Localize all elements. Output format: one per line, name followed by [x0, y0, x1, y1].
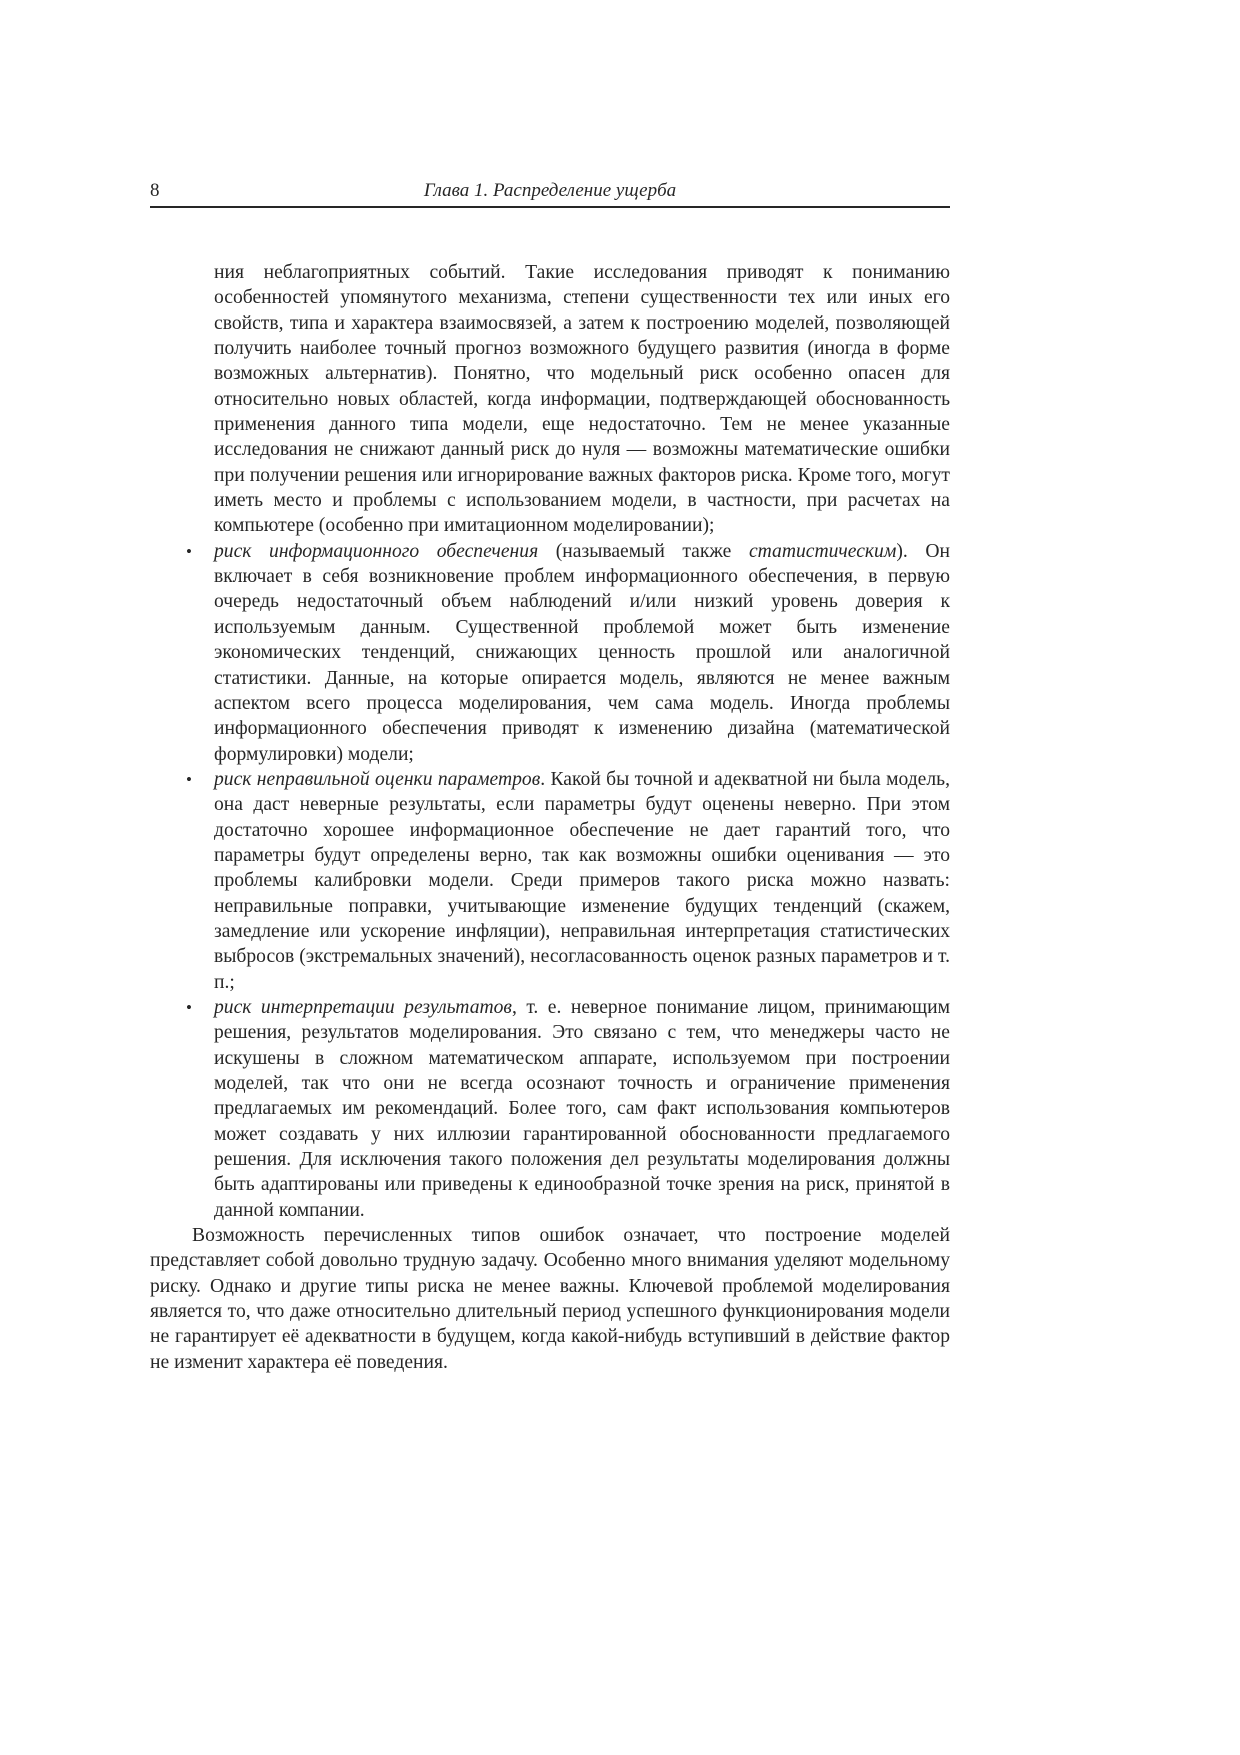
list-item-information-risk — [186, 539, 950, 767]
list-item-parameter-risk — [186, 767, 950, 995]
risk-list — [150, 539, 950, 1223]
risk-term: риск неправильной оценки параметров — [214, 768, 541, 790]
list-item-interpretation-risk — [186, 995, 951, 1223]
bullet-icon: • — [186, 769, 192, 789]
risk-term-alt: статистическим — [748, 540, 897, 562]
risk-term: риск информационного обеспечения — [214, 540, 539, 562]
risk-text: , т. е. неверное понимание лицом, принимающим решения, результатов моделирования. Это связано с тем, что менеджеры часто не искушены в сложном математическом аппарате, используемом при построении моделей, так что они не всегда осознают точность и ограничение применения предлагаемых им рекомендаций. Более того, сам факт использования компьютеров может создавать у них иллюзии гарантированной обоснованности предлагаемого решения. Для исключения такого положения дел результаты моделирования должны быть адаптированы или приведены к единообразной точке зрения на риск, принятой в данной компании. — [214, 996, 951, 1221]
risk-text: (называемый также — [538, 540, 749, 562]
conclusion-paragraph: Возможность перечисленных типов ошибок означает, что построение моделей представляет собой довольно трудную задачу. Особенно много внимания уделяют модельному риску. Однако и другие типы риска не менее важны. Ключевой проблемой моделирования является то, что даже относительно длительный период успешного функционирования модели не гарантирует её адекватности в будущем, когда какой-нибудь вступивший в действие фактор не изменит характера её поведения. — [150, 1225, 950, 1373]
risk-text: ). Он включает в себя возникновение проблем информационного обеспечения, в первую очередь недостаточный объем наблюдений и/или низкий уровень доверия к используемым данным. Существенной проблемой может быть изменение экономических тенденций, снижающих ценность прошлой или аналогичной статистики. Данные, на которые опирается модель, являются не менее важным аспектом всего процесса моделирования, чем сама модель. Иногда проблемы информационного обеспечения приводят к изменению дизайна (математической формулировки) модели; — [214, 540, 950, 765]
risk-text: . Какой бы точной и адекватной ни была модель, она даст неверные результаты, если параметры будут оценены неверно. При этом достаточно хорошее информационное обеспечение не дает гарантий того, что параметры будут определены верно, так как возможны ошибки оценивания — это проблемы калибровки модели. Среди примеров такого риска можно назвать: неправильные поправки, учитывающие изменение будущих тенденций (скажем, замедление или ускорение инфляции), неправильная интерпретация статистических выбросов (экстремальных значений), несогласованность оценок разных параметров и т. п.; — [214, 768, 950, 993]
bullet-icon: • — [186, 541, 192, 561]
bullet-icon: • — [186, 997, 192, 1017]
chapter-title: Глава 1. Распределение ущерба — [423, 180, 677, 201]
continuation-paragraph: ния неблагоприятных событий. Такие исследования приводят к пониманию особенностей упомянутого механизма, степени существенности тех или иных его свойств, типа и характера взаимосвязей, а затем к построению моделей, позволяющей получить наиболее точный прогноз возможного будущего развития (иногда в форме возможных альтернатив). Понятно, что модельный риск особенно опасен для относительно новых областей, когда информации, подтверждающей обоснованность применения данного типа модели, еще недостаточно. Тем не менее указанные исследования не снижают данный риск до нуля — возможны математические ошибки при получении решения или игнорирование важных факторов риска. Кроме того, могут иметь место и проблемы с использованием модели, в частности, при расчетах на компьютере (особенно при имитационном моделировании); — [214, 262, 950, 537]
page-body — [150, 260, 950, 1375]
page-number: 8 — [150, 180, 160, 201]
running-header — [150, 176, 950, 208]
risk-term: риск интерпретации результатов — [214, 996, 512, 1018]
